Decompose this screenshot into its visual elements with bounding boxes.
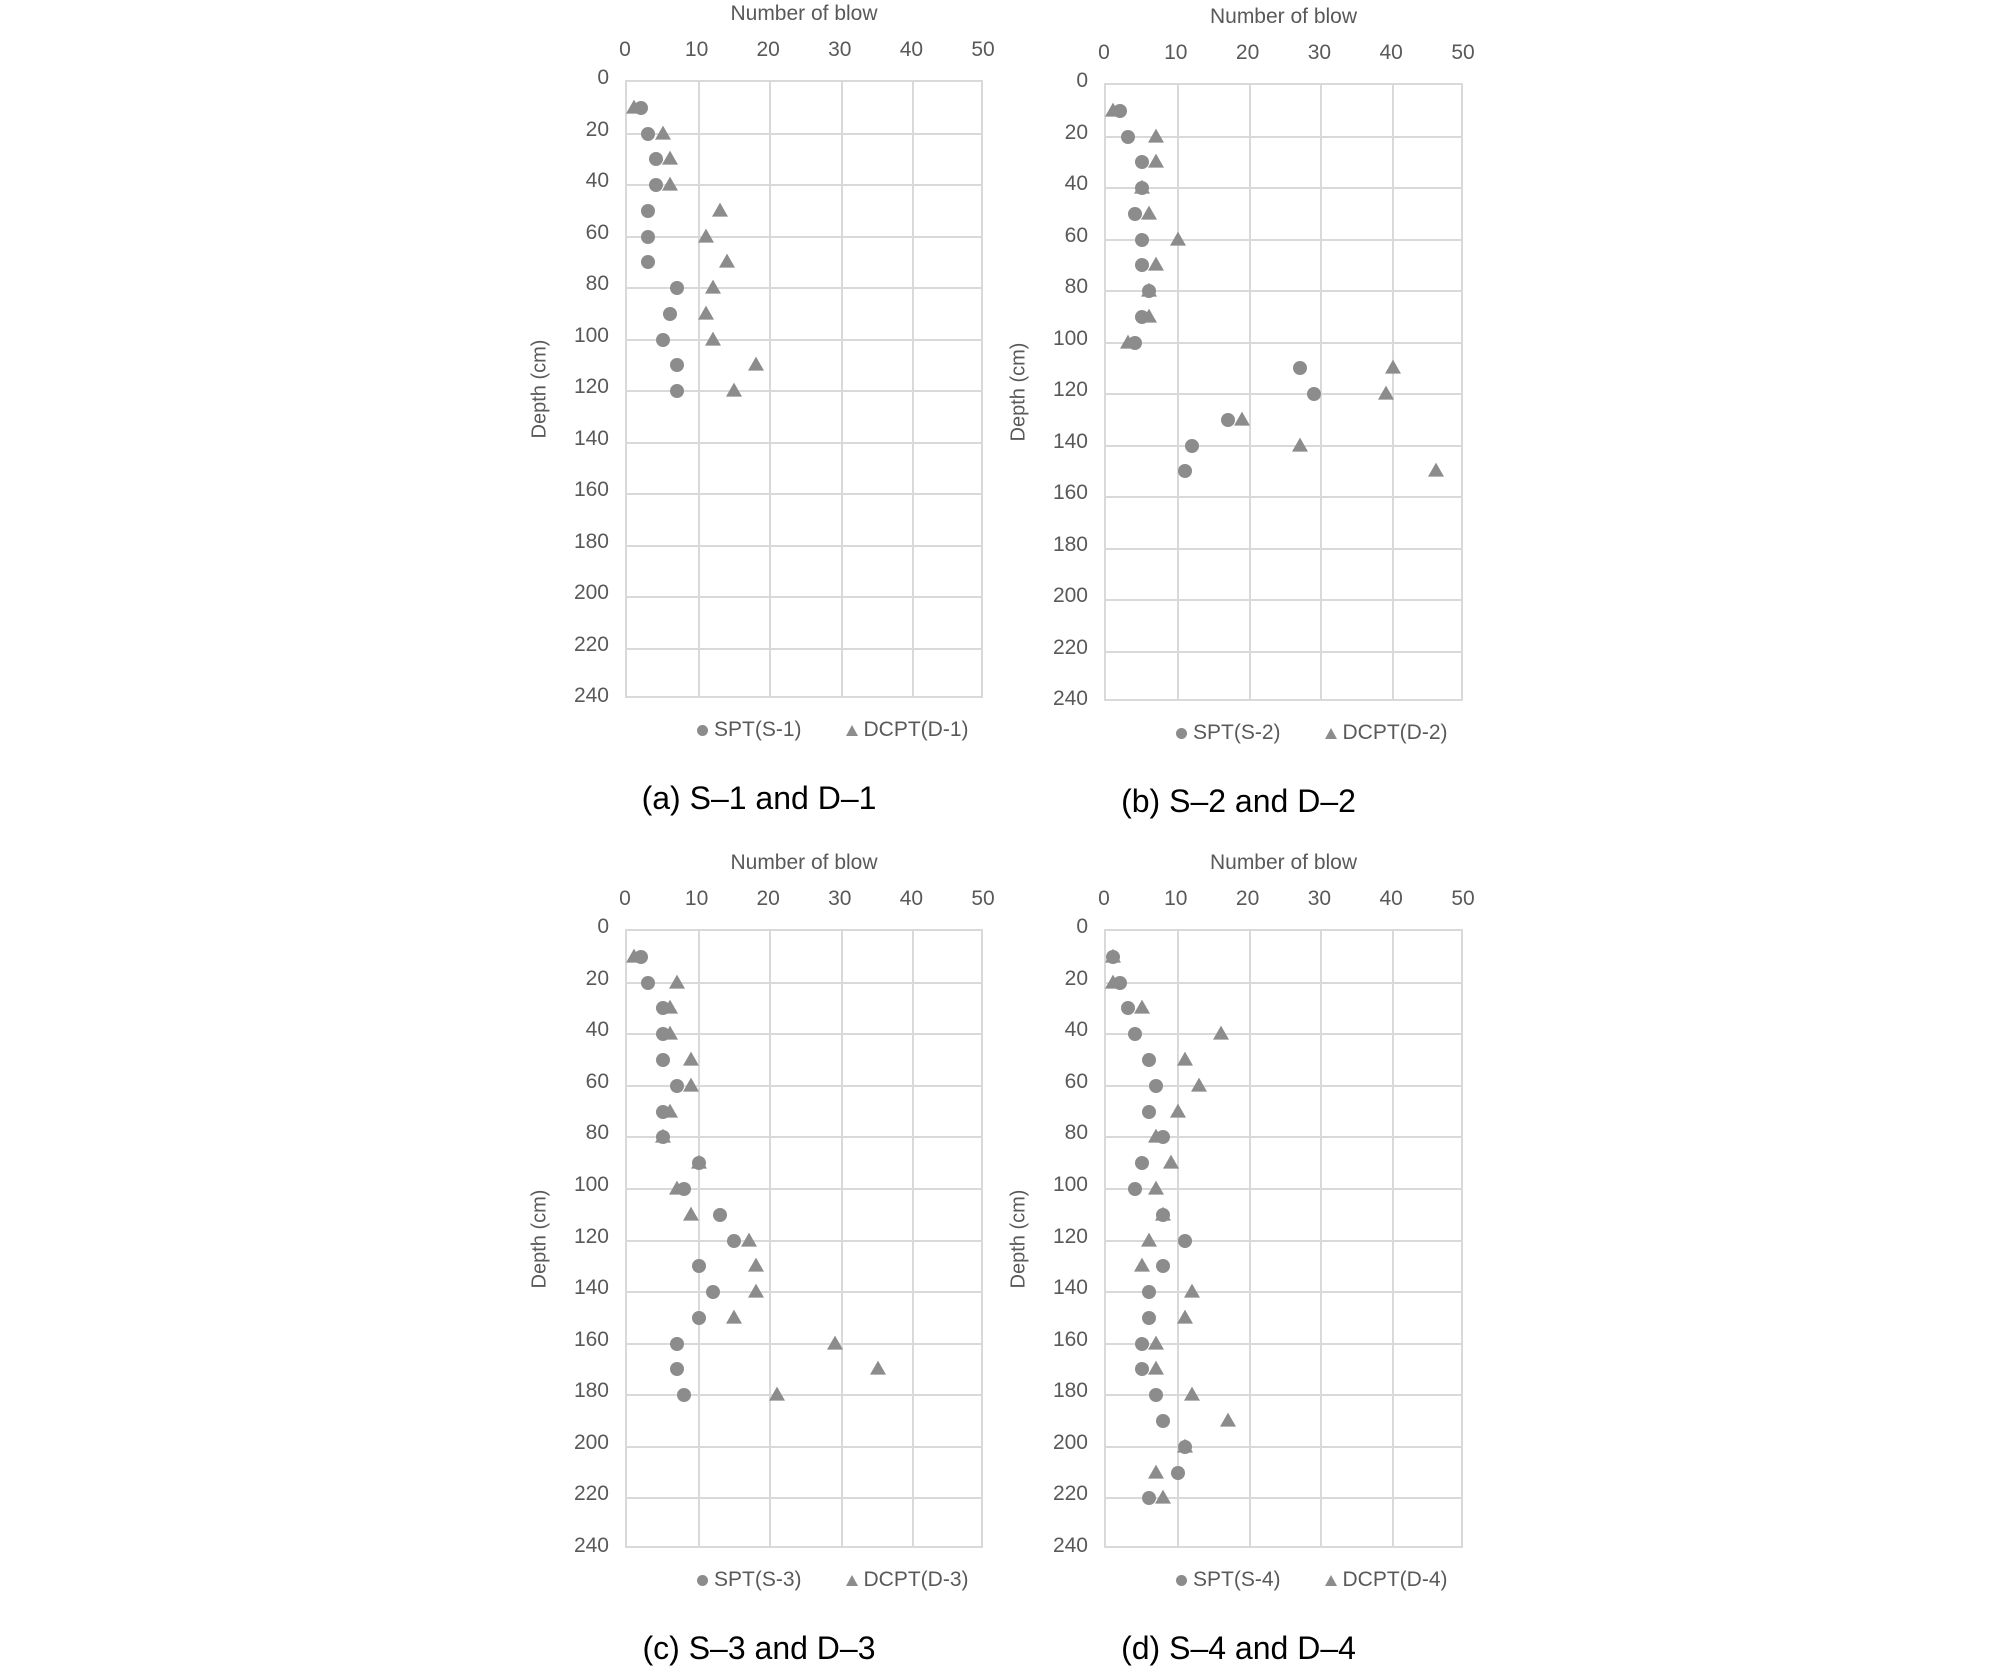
spt-data-point (1142, 1105, 1156, 1119)
legend-label-spt: SPT(S-1) (714, 718, 802, 741)
plot-area (625, 80, 983, 698)
spt-data-point (670, 1362, 684, 1376)
y-tick-label: 0 (1076, 915, 1088, 938)
y-tick-label: 60 (585, 220, 609, 244)
y-tick-label: 160 (573, 1327, 609, 1351)
y-tick-label: 200 (573, 1430, 609, 1454)
gridline-vertical (698, 931, 700, 1546)
dcpt-data-point (1170, 1103, 1186, 1117)
panel-caption: (a) S–1 and D–1 (641, 780, 877, 816)
spt-data-point (1221, 413, 1235, 427)
y-tick-label: 120 (573, 375, 609, 398)
legend-item-dcpt (1325, 721, 1448, 745)
dcpt-data-point (655, 125, 671, 139)
legend-item-spt (697, 1568, 802, 1592)
dcpt-data-point (748, 357, 764, 371)
spt-data-point (1142, 1285, 1156, 1299)
y-tick-label: 140 (573, 426, 609, 450)
y-tick-label: 220 (1052, 1482, 1088, 1506)
dcpt-data-point (1177, 1052, 1193, 1066)
gridline-vertical (698, 82, 700, 696)
dcpt-data-point (769, 1387, 785, 1401)
x-tick-label: 40 (1379, 887, 1403, 910)
x-tick-label: 20 (756, 887, 780, 910)
y-tick-label: 100 (573, 1172, 609, 1196)
dcpt-data-point (1148, 257, 1164, 271)
gridline-horizontal (627, 339, 981, 341)
dcpt-data-point (870, 1361, 886, 1375)
chart-legend (697, 718, 969, 742)
x-axis-title: Number of blow (1209, 5, 1358, 28)
plot-area (1104, 83, 1463, 701)
spt-data-point (641, 204, 655, 218)
y-axis-title: Depth (cm) (528, 339, 551, 439)
dcpt-data-point (1191, 1077, 1207, 1091)
y-tick-label: 160 (573, 478, 609, 501)
y-tick-label: 180 (1052, 1379, 1088, 1403)
spt-data-point (649, 178, 663, 192)
y-tick-label: 100 (1052, 326, 1088, 350)
legend-label-dcpt: DCPT(D-1) (863, 718, 969, 741)
dcpt-data-point (1148, 1464, 1164, 1478)
gridline-vertical (1392, 931, 1394, 1546)
gridline-horizontal (627, 1033, 981, 1035)
y-tick-label: 120 (1052, 1224, 1088, 1248)
x-tick-label: 10 (1164, 41, 1188, 64)
spt-data-point (641, 127, 655, 141)
gridline-horizontal (1106, 599, 1461, 601)
y-tick-label: 100 (573, 323, 609, 347)
y-tick-label: 220 (573, 632, 609, 656)
y-tick-label: 180 (573, 529, 609, 553)
y-tick-label: 60 (1064, 223, 1088, 247)
y-tick-label: 160 (1052, 481, 1088, 504)
dcpt-data-point (1141, 283, 1157, 297)
gridline-horizontal (1106, 1240, 1461, 1242)
x-tick-label: 0 (1098, 41, 1110, 64)
spt-data-point (670, 1337, 684, 1351)
y-tick-label: 120 (1052, 378, 1088, 401)
gridline-horizontal (1106, 548, 1461, 550)
spt-data-point (670, 384, 684, 398)
y-tick-label: 80 (585, 1121, 609, 1145)
spt-data-point (1128, 1027, 1142, 1041)
x-tick-label: 30 (828, 887, 852, 910)
gridline-horizontal (1106, 393, 1461, 395)
y-axis-title: Depth (cm) (1007, 1189, 1030, 1288)
legend-item-dcpt (846, 1568, 969, 1592)
gridline-vertical (912, 82, 914, 696)
dcpt-data-point (662, 1026, 678, 1040)
gridline-horizontal (1106, 1033, 1461, 1035)
spt-data-point (1178, 1234, 1192, 1248)
y-tick-label: 200 (1052, 584, 1088, 607)
spt-data-point (649, 152, 663, 166)
y-axis-title: Depth (cm) (528, 1189, 551, 1288)
dcpt-data-point (1177, 1438, 1193, 1452)
dcpt-data-point (669, 974, 685, 988)
triangle-marker-icon (846, 725, 858, 736)
dcpt-data-point (705, 280, 721, 294)
y-tick-label: 240 (1052, 687, 1088, 710)
gridline-horizontal (1106, 496, 1461, 498)
spt-data-point (1135, 258, 1149, 272)
legend-label-dcpt: DCPT(D-2) (1342, 721, 1448, 744)
x-axis-title: Number of blow (1209, 851, 1358, 874)
gridline-horizontal (1106, 982, 1461, 984)
dcpt-data-point (1105, 948, 1121, 962)
triangle-marker-icon (1325, 728, 1337, 739)
dcpt-data-point (1134, 1000, 1150, 1014)
dcpt-data-point (626, 948, 642, 962)
dcpt-data-point (1105, 974, 1121, 988)
y-tick-label: 80 (1064, 275, 1088, 298)
dcpt-data-point (726, 383, 742, 397)
legend-label-spt: SPT(S-2) (1193, 721, 1281, 744)
dcpt-data-point (1177, 1309, 1193, 1323)
gridline-vertical (1249, 85, 1251, 699)
dcpt-data-point (1378, 386, 1394, 400)
gridline-horizontal (627, 1497, 981, 1499)
y-tick-label: 40 (585, 1018, 609, 1042)
dcpt-data-point (1184, 1284, 1200, 1298)
y-tick-label: 0 (597, 915, 609, 938)
spt-data-point (641, 976, 655, 990)
x-tick-label: 20 (1235, 887, 1260, 910)
dcpt-data-point (698, 305, 714, 319)
spt-data-point (1135, 1362, 1149, 1376)
x-tick-label: 0 (619, 887, 631, 910)
panel-caption: (b) S–2 and D–2 (1121, 783, 1356, 819)
panel-caption: (c) S–3 and D–3 (642, 1630, 876, 1666)
spt-data-point (1307, 387, 1321, 401)
x-tick-label: 50 (1451, 41, 1475, 64)
y-tick-label: 40 (585, 169, 609, 192)
y-tick-label: 220 (573, 1482, 609, 1506)
x-tick-label: 30 (1307, 887, 1332, 910)
gridline-horizontal (1106, 1446, 1461, 1448)
dcpt-data-point (1220, 1413, 1236, 1427)
x-tick-label: 30 (828, 38, 852, 61)
dcpt-data-point (669, 1181, 685, 1195)
gridline-vertical (912, 931, 914, 1546)
y-tick-label: 20 (1064, 966, 1088, 990)
gridline-horizontal (627, 1240, 981, 1242)
dcpt-data-point (1213, 1026, 1229, 1040)
dcpt-data-point (626, 99, 642, 113)
gridline-horizontal (627, 1291, 981, 1293)
plot-area (1104, 929, 1463, 1548)
dcpt-data-point (662, 177, 678, 191)
dcpt-data-point (1170, 231, 1186, 245)
y-tick-label: 240 (573, 1534, 609, 1557)
x-tick-label: 20 (756, 38, 780, 61)
gridline-vertical (841, 931, 843, 1546)
y-tick-label: 200 (573, 581, 609, 604)
y-tick-label: 180 (573, 1379, 609, 1403)
dcpt-data-point (655, 1129, 671, 1143)
gridline-vertical (769, 82, 771, 696)
x-tick-label: 40 (1379, 41, 1403, 64)
spt-data-point (677, 1388, 691, 1402)
dcpt-data-point (1155, 1490, 1171, 1504)
dcpt-data-point (1155, 1206, 1171, 1220)
y-tick-label: 120 (573, 1224, 609, 1248)
legend-label-dcpt: DCPT(D-3) (863, 1568, 969, 1591)
gridline-horizontal (627, 442, 981, 444)
legend-item-spt (1176, 1568, 1281, 1592)
x-tick-label: 0 (1098, 887, 1110, 910)
y-tick-label: 20 (585, 966, 609, 990)
spt-data-point (1128, 1182, 1142, 1196)
x-axis-title: Number of blow (730, 2, 878, 25)
y-tick-label: 220 (1052, 635, 1088, 659)
spt-data-point (1156, 1414, 1170, 1428)
circle-marker-icon (1176, 728, 1187, 739)
gridline-horizontal (627, 184, 981, 186)
spt-data-point (1135, 1156, 1149, 1170)
triangle-marker-icon (846, 1575, 858, 1586)
x-tick-label: 40 (899, 887, 924, 910)
plot-area (625, 929, 983, 1548)
spt-data-point (1121, 130, 1135, 144)
dcpt-data-point (726, 1309, 742, 1323)
y-axis-title: Depth (cm) (1007, 342, 1030, 442)
spt-data-point (727, 1234, 741, 1248)
dcpt-data-point (712, 202, 728, 216)
spt-data-point (1121, 1001, 1135, 1015)
legend-item-spt (697, 718, 802, 742)
spt-data-point (1135, 155, 1149, 169)
chart-legend (1176, 721, 1448, 745)
dcpt-data-point (1184, 1387, 1200, 1401)
spt-data-point (1178, 464, 1192, 478)
y-tick-label: 100 (1052, 1172, 1088, 1196)
y-tick-label: 240 (1052, 1534, 1088, 1557)
y-tick-label: 0 (1076, 69, 1088, 92)
y-tick-label: 140 (1052, 429, 1088, 453)
spt-data-point (1128, 207, 1142, 221)
gridline-horizontal (627, 596, 981, 598)
dcpt-data-point (719, 254, 735, 268)
dcpt-data-point (683, 1052, 699, 1066)
gridline-vertical (1249, 931, 1251, 1546)
chart-legend (697, 1568, 969, 1592)
dcpt-data-point (1141, 205, 1157, 219)
spt-data-point (1156, 1259, 1170, 1273)
gridline-horizontal (1106, 445, 1461, 447)
dcpt-data-point (662, 1000, 678, 1014)
spt-data-point (1185, 439, 1199, 453)
spt-data-point (670, 358, 684, 372)
spt-data-point (670, 1079, 684, 1093)
gridline-horizontal (627, 1446, 981, 1448)
x-tick-label: 50 (1451, 887, 1475, 910)
gridline-horizontal (627, 545, 981, 547)
panel-caption: (d) S–4 and D–4 (1121, 1630, 1356, 1666)
gridline-horizontal (627, 1136, 981, 1138)
spt-data-point (692, 1259, 706, 1273)
y-tick-label: 240 (573, 684, 609, 707)
y-tick-label: 40 (1064, 172, 1088, 195)
spt-data-point (1293, 361, 1307, 375)
y-tick-label: 200 (1052, 1430, 1088, 1454)
dcpt-data-point (1148, 128, 1164, 142)
dcpt-data-point (1148, 154, 1164, 168)
dcpt-data-point (1105, 102, 1121, 116)
gridline-horizontal (627, 493, 981, 495)
dcpt-data-point (683, 1077, 699, 1091)
legend-label-spt: SPT(S-4) (1193, 1568, 1281, 1591)
spt-data-point (1149, 1388, 1163, 1402)
y-tick-label: 160 (1052, 1327, 1088, 1351)
dcpt-data-point (698, 228, 714, 242)
spt-data-point (1142, 1311, 1156, 1325)
y-tick-label: 60 (1064, 1069, 1088, 1093)
spt-data-point (641, 255, 655, 269)
dcpt-data-point (683, 1206, 699, 1220)
circle-marker-icon (697, 725, 708, 736)
gridline-vertical (1177, 85, 1179, 699)
gridline-horizontal (1106, 651, 1461, 653)
dcpt-data-point (1148, 1181, 1164, 1195)
x-tick-label: 50 (971, 887, 995, 910)
dcpt-data-point (1141, 1232, 1157, 1246)
spt-data-point (1135, 1337, 1149, 1351)
gridline-vertical (769, 931, 771, 1546)
circle-marker-icon (1176, 1575, 1187, 1586)
dcpt-data-point (1385, 360, 1401, 374)
y-tick-label: 20 (1064, 120, 1088, 144)
spt-data-point (1135, 233, 1149, 247)
legend-item-dcpt (846, 718, 969, 742)
gridline-horizontal (627, 648, 981, 650)
spt-data-point (663, 307, 677, 321)
y-tick-label: 140 (573, 1276, 609, 1300)
dcpt-data-point (1134, 1258, 1150, 1272)
gridline-horizontal (1106, 187, 1461, 189)
dcpt-data-point (1148, 1335, 1164, 1349)
spt-data-point (656, 1053, 670, 1067)
dcpt-data-point (1134, 180, 1150, 194)
x-tick-label: 10 (1164, 887, 1188, 910)
dcpt-data-point (1120, 334, 1136, 348)
dcpt-data-point (1234, 411, 1250, 425)
x-axis-title: Number of blow (730, 851, 878, 874)
spt-data-point (1149, 1079, 1163, 1093)
gridline-horizontal (1106, 239, 1461, 241)
spt-data-point (1142, 1491, 1156, 1505)
dcpt-data-point (827, 1335, 843, 1349)
x-tick-label: 40 (899, 38, 924, 61)
legend-item-spt (1176, 721, 1281, 745)
dcpt-data-point (705, 331, 721, 345)
y-tick-label: 80 (1064, 1121, 1088, 1145)
gridline-horizontal (627, 133, 981, 135)
dcpt-data-point (662, 1103, 678, 1117)
dcpt-data-point (1292, 437, 1308, 451)
gridline-horizontal (627, 236, 981, 238)
legend-label-spt: SPT(S-3) (714, 1568, 802, 1591)
chart-legend (1176, 1568, 1448, 1592)
dcpt-data-point (1148, 1361, 1164, 1375)
dcpt-data-point (748, 1258, 764, 1272)
dcpt-data-point (1428, 463, 1444, 477)
y-tick-label: 80 (585, 272, 609, 295)
gridline-vertical (841, 82, 843, 696)
dcpt-data-point (662, 151, 678, 165)
y-tick-label: 0 (597, 66, 609, 89)
legend-item-dcpt (1325, 1568, 1448, 1592)
spt-data-point (670, 281, 684, 295)
x-tick-label: 10 (684, 38, 709, 61)
x-tick-label: 0 (619, 38, 631, 61)
y-tick-label: 40 (1064, 1018, 1088, 1042)
x-tick-label: 30 (1307, 41, 1332, 64)
dcpt-data-point (1163, 1155, 1179, 1169)
gridline-vertical (1320, 931, 1322, 1546)
y-tick-label: 60 (585, 1069, 609, 1093)
y-tick-label: 180 (1052, 532, 1088, 556)
circle-marker-icon (697, 1575, 708, 1586)
spt-data-point (713, 1208, 727, 1222)
spt-data-point (1171, 1466, 1185, 1480)
dcpt-data-point (691, 1155, 707, 1169)
dcpt-data-point (748, 1284, 764, 1298)
x-tick-label: 20 (1235, 41, 1260, 64)
spt-data-point (706, 1285, 720, 1299)
x-tick-label: 50 (971, 38, 995, 61)
gridline-horizontal (1106, 1291, 1461, 1293)
gridline-horizontal (1106, 342, 1461, 344)
dcpt-data-point (1141, 308, 1157, 322)
dcpt-data-point (1148, 1129, 1164, 1143)
spt-data-point (692, 1311, 706, 1325)
dcpt-data-point (741, 1232, 757, 1246)
spt-data-point (656, 333, 670, 347)
legend-label-dcpt: DCPT(D-4) (1342, 1568, 1448, 1591)
y-tick-label: 140 (1052, 1276, 1088, 1300)
x-tick-label: 10 (684, 887, 709, 910)
gridline-horizontal (1106, 290, 1461, 292)
y-tick-label: 20 (585, 117, 609, 141)
spt-data-point (1142, 1053, 1156, 1067)
triangle-marker-icon (1325, 1575, 1337, 1586)
spt-data-point (641, 230, 655, 244)
